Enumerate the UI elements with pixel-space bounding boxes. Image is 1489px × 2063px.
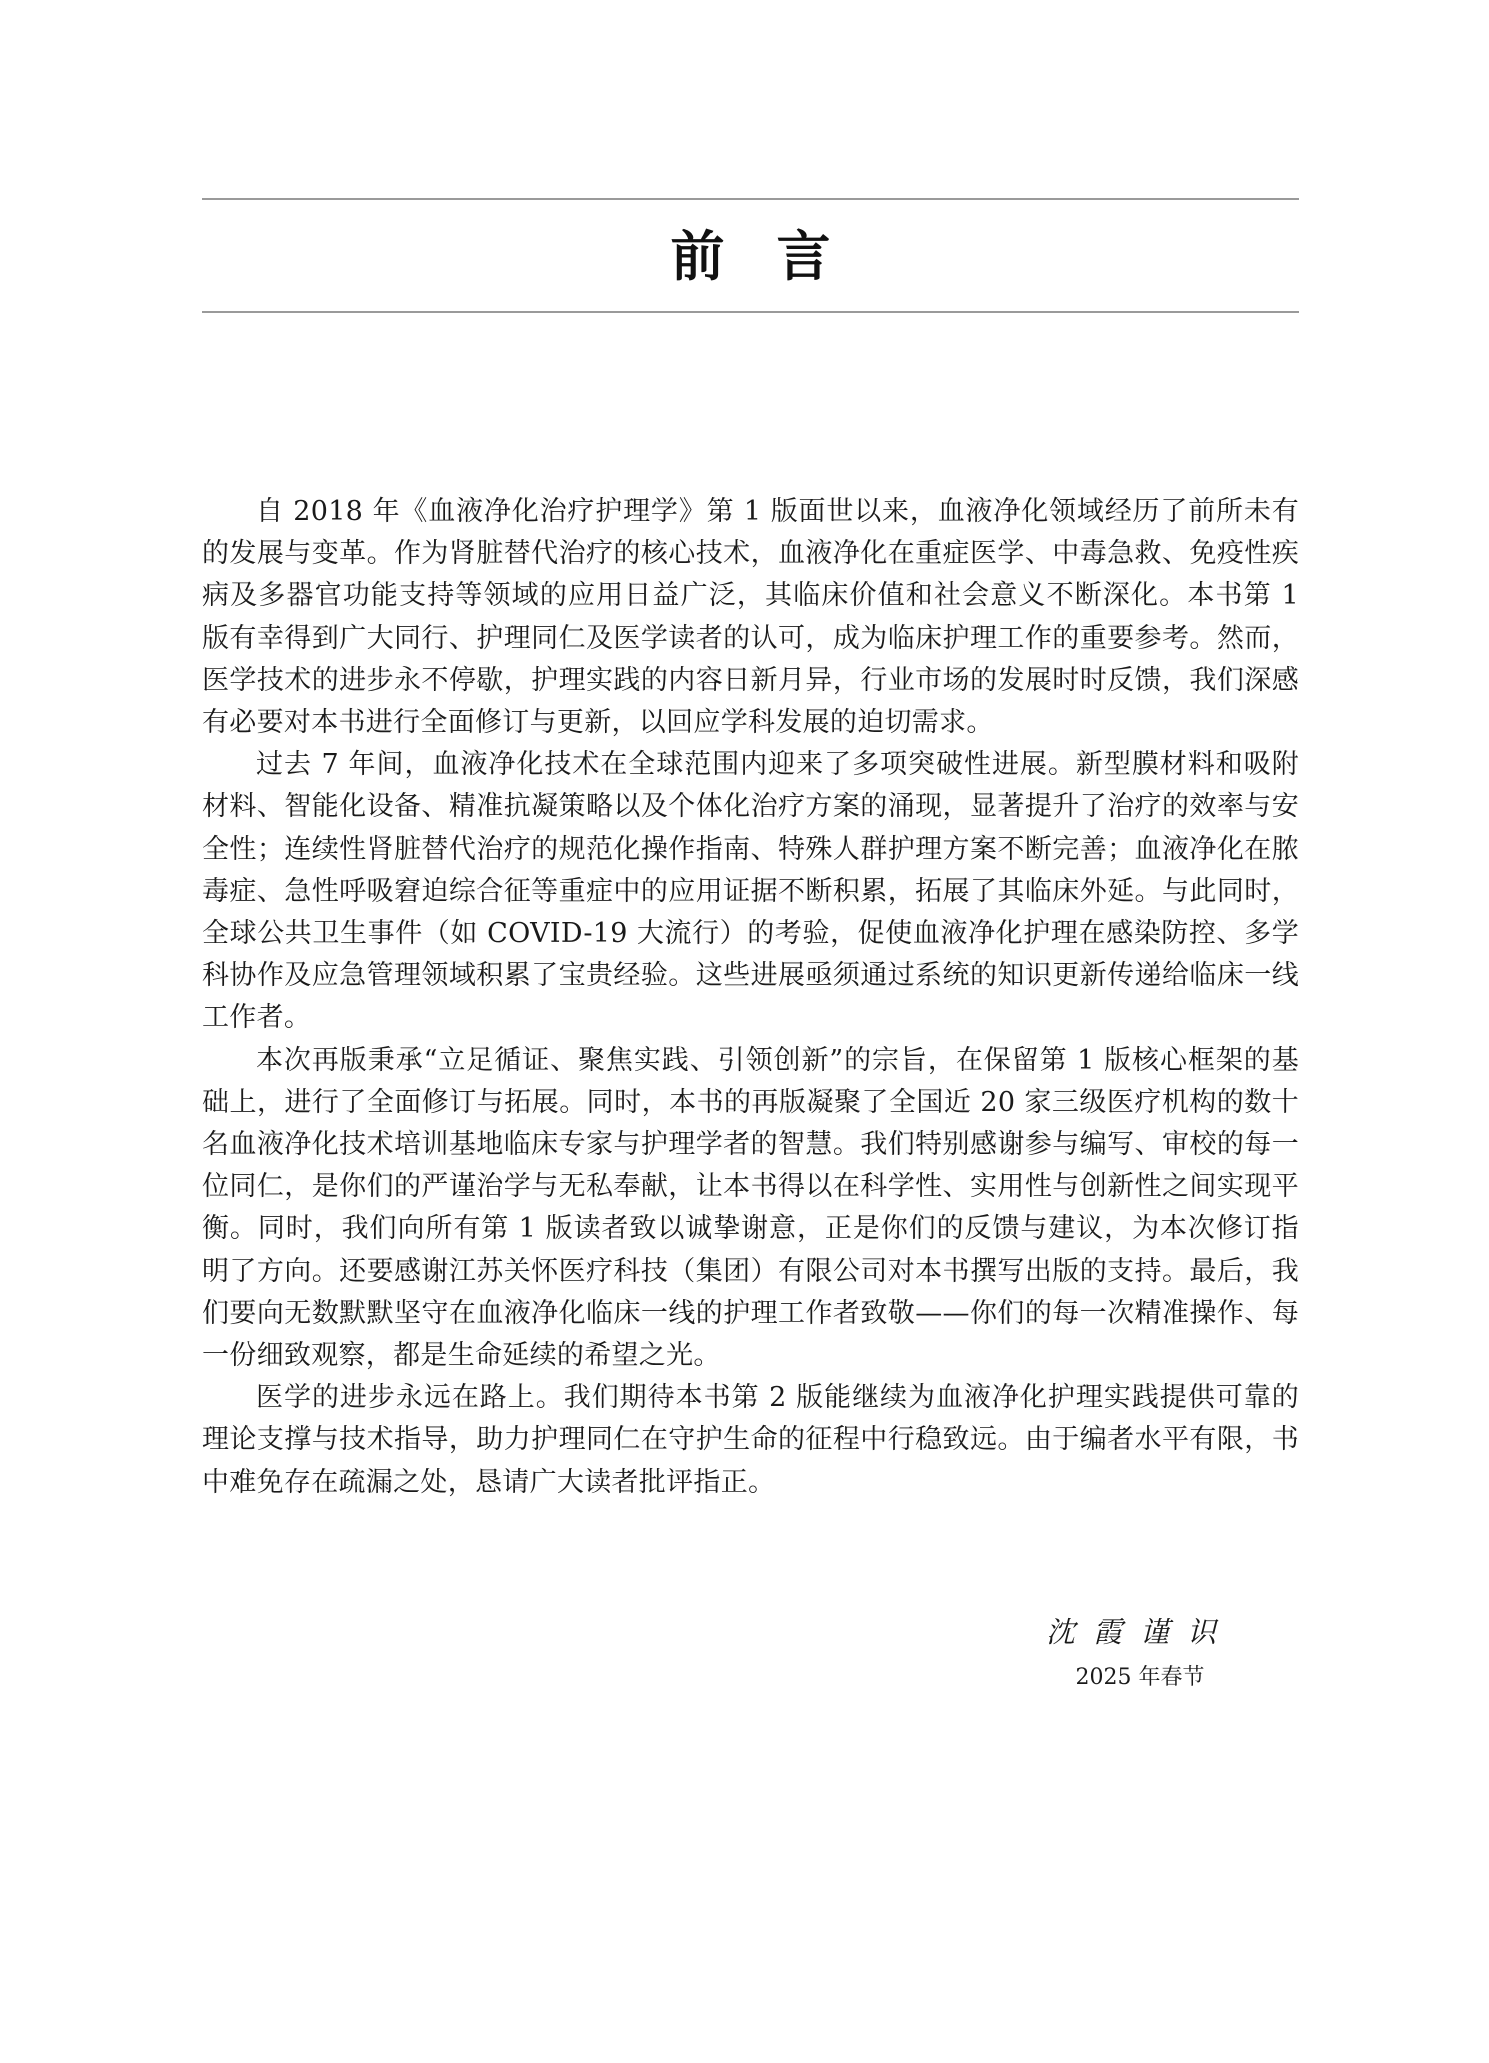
signature-date: 2025 年春节	[1075, 1665, 1205, 1690]
header-rule-top	[202, 198, 1299, 200]
page-title: 前言	[670, 225, 883, 288]
paragraph-2: 过去 7 年间，血液净化技术在全球范围内迎来了多项突破性进展。新型膜材料和吸附材料、智能化设备、精准抗凝策略以及个体化治疗方案的涌现，显著提升了治疗的效率与安全性；连续性肾脏替代治疗的规范化操作指南、特殊人群护理方案不断完善；血液净化在脓毒症、急性呼吸窘迫综合征等重症中的应用证据不断积累，拓展了其临床外延。与此同时，全球公共卫生事件（如 COVID-19 大流行）的考验，促使血液净化护理在感染防控、多学科协作及应急管理领域积累了宝贵经验。这些进展亟须通过系统的知识更新传递给临床一线工作者。	[202, 749, 1299, 1034]
header-rule-bottom	[202, 311, 1299, 313]
signature-author: 沈霞谨识	[1045, 1615, 1234, 1649]
signature-block	[980, 1610, 1300, 1698]
preface-body	[202, 491, 1299, 1504]
paragraph-1: 自 2018 年《血液净化治疗护理学》第 1 版面世以来，血液净化领域经历了前所未有的发展与变革。作为肾脏替代治疗的核心技术，血液净化在重症医学、中毒急救、免疫性疾病及多器官功能支持等领域的应用日益广泛，其临床价值和社会意义不断深化。本书第 1 版有幸得到广大同行、护理同仁及医学读者的认可，成为临床护理工作的重要参考。然而，医学技术的进步永不停歇，护理实践的内容日新月异，行业市场的发展时时反馈，我们深感有必要对本书进行全面修订与更新，以回应学科发展的迫切需求。	[202, 496, 1299, 739]
paragraph-4: 医学的进步永远在路上。我们期待本书第 2 版能继续为血液净化护理实践提供可靠的理论支撑与技术指导，助力护理同仁在守护生命的征程中行稳致远。由于编者水平有限，书中难免存在疏漏之处，恳请广大读者批评指正。	[202, 1382, 1299, 1498]
paragraph-3: 本次再版秉承“立足循证、聚焦实践、引领创新”的宗旨，在保留第 1 版核心框架的基础上，进行了全面修订与拓展。同时，本书的再版凝聚了全国近 20 家三级医疗机构的数十名血液净化技术培训基地临床专家与护理学者的智慧。我们特别感谢参与编写、审校的每一位同仁，是你们的严谨治学与无私奉献，让本书得以在科学性、实用性与创新性之间实现平衡。同时，我们向所有第 1 版读者致以诚挚谢意，正是你们的反馈与建议，为本次修订指明了方向。还要感谢江苏关怀医疗科技（集团）有限公司对本书撰写出版的支持。最后，我们要向无数默默坚守在血液净化临床一线的护理工作者致敬——你们的每一次精准操作、每一份细致观察，都是生命延续的希望之光。	[202, 1044, 1299, 1372]
